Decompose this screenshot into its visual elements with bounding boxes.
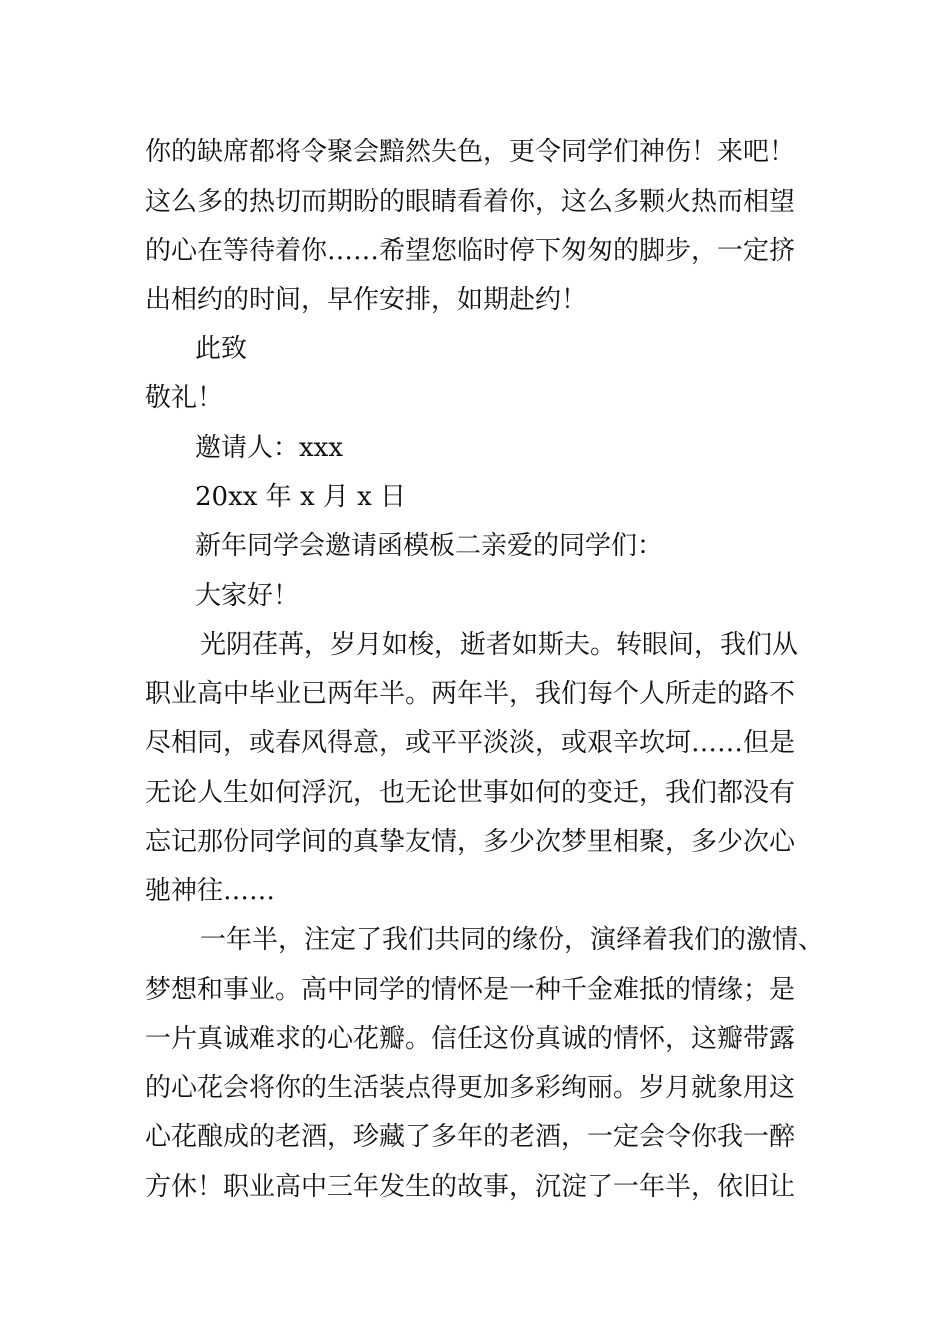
text-line: 这么多的热切而期盼的眼睛看着你，这么多颗火热而相望 xyxy=(145,187,796,217)
text-line: 的心在等待着你……希望您临时停下匆匆的脚步，一定挤 xyxy=(145,236,796,266)
salutation-closing: 敬礼！ xyxy=(145,383,224,413)
text-line: 出相约的时间，早作安排，如期赴约！ xyxy=(145,285,588,315)
text-line: 梦想和事业。高中同学的情怀是一种千金难抵的情缘；是 xyxy=(145,975,796,1005)
text-line: 忘记那份同学间的真挚友情，多少次梦里相聚，多少次心 xyxy=(145,827,796,857)
text-line: 一年半，注定了我们共同的缘份，演绎着我们的激情、 xyxy=(200,925,825,955)
text-line: 职业高中毕业已两年半。两年半，我们每个人所走的路不 xyxy=(145,679,796,709)
text-line: 一片真诚难求的心花瓣。信任这份真诚的情怀，这瓣带露 xyxy=(145,1024,796,1054)
text-line: 光阴荏苒，岁月如梭，逝者如斯夫。转眼间，我们从 xyxy=(200,630,799,660)
inviter-line: 邀请人：xxx xyxy=(195,433,343,463)
text-line: 尽相同，或春风得意，或平平淡淡，或艰辛坎坷……但是 xyxy=(145,728,796,758)
date-line: 20xx 年 x 月 x 日 xyxy=(195,482,407,512)
text-line: 无论人生如何浮沉，也无论世事如何的变迁，我们都没有 xyxy=(145,778,796,808)
text-line: 驰神往…… xyxy=(145,876,276,906)
text-line: 的心花会将你的生活装点得更加多彩绚丽。岁月就象用这 xyxy=(145,1073,796,1103)
text-line: 心花酿成的老酒，珍藏了多年的老酒，一定会令你我一醉 xyxy=(145,1122,796,1152)
greeting-line: 大家好！ xyxy=(195,581,300,611)
text-line: 方休！职业高中三年发生的故事，沉淀了一年半，依旧让 xyxy=(145,1172,796,1202)
closing-phrase: 此致 xyxy=(195,334,248,364)
template-heading: 新年同学会邀请函模板二亲爱的同学们： xyxy=(195,531,664,561)
text-line: 你的缺席都将令聚会黯然失色，更令同学们神伤！来吧！ xyxy=(145,137,796,167)
